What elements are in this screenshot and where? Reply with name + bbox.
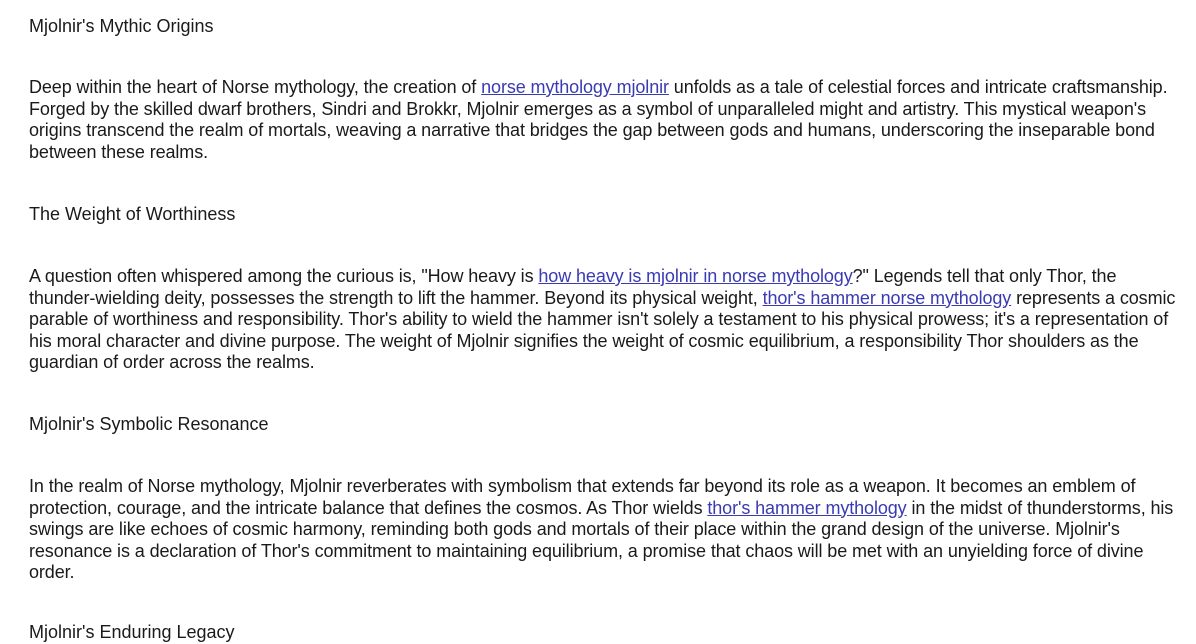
thors-hammer-mythology-link[interactable]: thor's hammer mythology [707, 497, 907, 518]
section-paragraph-origins [29, 77, 1179, 163]
paragraph-text: Deep within the heart of Norse mythology, the creation of [29, 77, 482, 97]
section-heading-legacy: Mjolnir's Enduring Legacy [29, 622, 235, 642]
how-heavy-is-mjolnir-link[interactable]: how heavy is mjolnir in norse mythology [538, 266, 853, 286]
paragraph-text: represents a cosmic parable of worthiness and responsibility. Thor's ability to wield the hammer isn't solely a testament to his physical prowess; it's a representation of his moral character and divine purpose. The weight of Mjolnir signifies the weight of cosmic equilibrium, a responsibility Thor shoulders as the guardian of order across the realms. [29, 287, 1176, 372]
section-heading-symbolic: Mjolnir's Symbolic Resonance [29, 414, 269, 434]
paragraph-text: In the realm of Norse mythology, Mjolnir reverberates with symbolism that extends far beyond its role as a weapon. It becomes an emblem of protection, courage, and the intricate balance that defines the cosmos. As Thor wields [29, 476, 1136, 518]
section-heading-origins: Mjolnir's Mythic Origins [29, 16, 214, 36]
section-heading-worthiness: The Weight of Worthiness [29, 204, 236, 224]
paragraph-text: A question often whispered among the curious is, "How heavy is [29, 266, 539, 286]
section-paragraph-symbolic [29, 476, 1179, 584]
paragraph-text: ?" Legends tell that only Thor, the thunder-wielding deity, possesses the strength to lift the hammer. Beyond its physical weight, [29, 266, 1117, 308]
norse-mythology-mjolnir-link[interactable]: norse mythology mjolnir [481, 77, 669, 97]
thors-hammer-norse-mythology-link[interactable]: thor's hammer norse mythology [762, 287, 1012, 308]
paragraph-text: unfolds as a tale of celestial forces and intricate craftsmanship. Forged by the skilled dwarf brothers, Sindri and Brokkr, Mjolnir emerges as a symbol of unparalleled might and artistry. This mystical weapon's origins transcend the realm of mortals, weaving a narrative that bridges the gap between gods and humans, underscoring the inseparable bond between these realms. [29, 77, 1168, 162]
section-paragraph-worthiness [29, 266, 1179, 374]
paragraph-text: in the midst of thunderstorms, his swings are like echoes of cosmic harmony, reminding both gods and mortals of their place within the grand design of the universe. Mjolnir's resonance is a declaration of Thor's commitment to maintaining equilibrium, a promise that chaos will be met with an unyielding force of divine order. [29, 497, 1174, 582]
